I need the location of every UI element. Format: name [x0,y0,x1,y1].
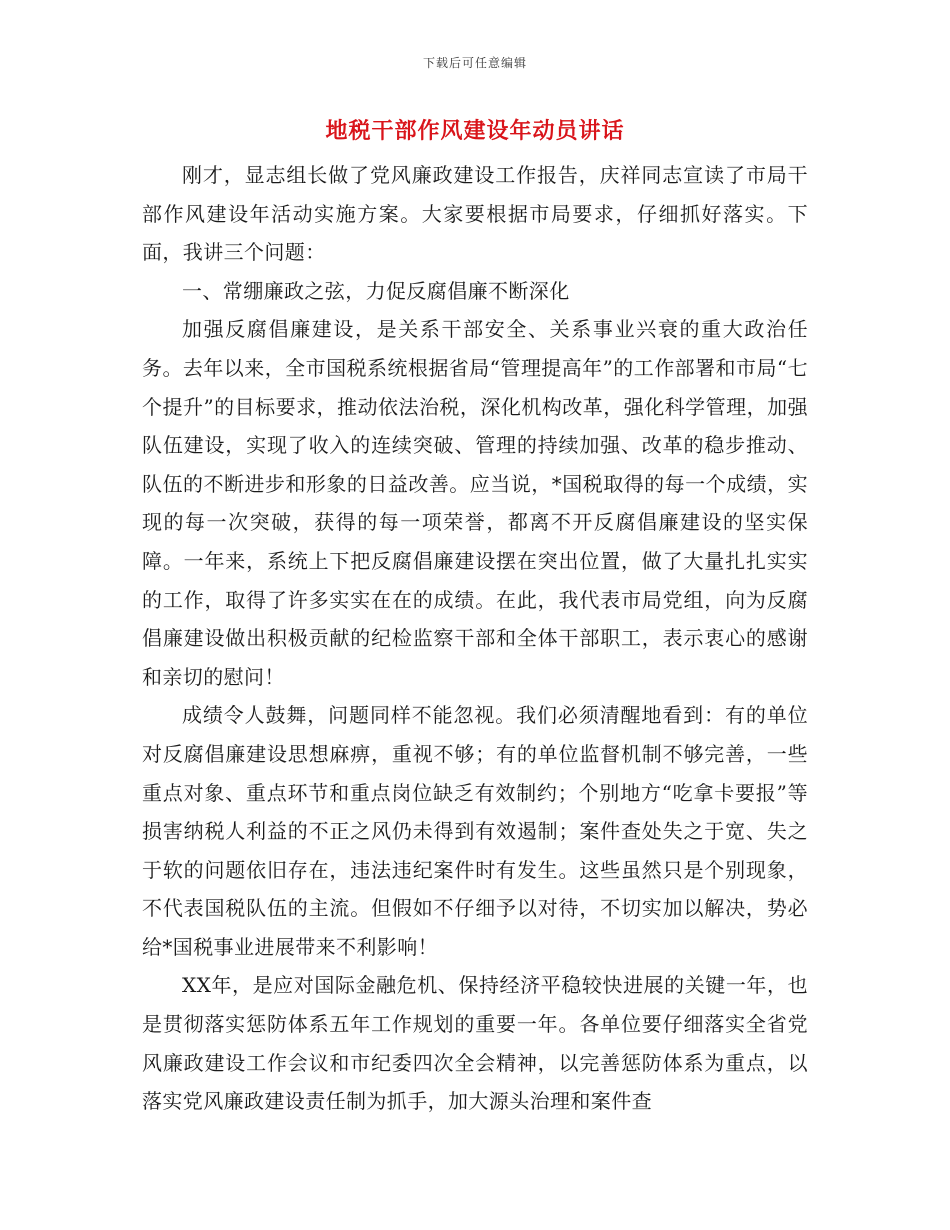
paragraph-intro: 刚才，显志组长做了党风廉政建设工作报告，庆祥同志宣读了市局干部作风建设年活动实施方案。大家要根据市局要求，仔细抓好落实。下面，我讲三个问题： [142,163,808,265]
paragraph-year-plan: XX年，是应对国际金融危机、保持经济平稳较快进展的关键一年，也是贯彻落实惩防体系五年工作规划的重要一年。各单位要仔细落实全省党风廉政建设工作会议和市纪委四次全会精神，以完善惩防体系为重点，以落实党风廉政建设责任制为抓手，加大源头治理和案件查 [142,973,808,1114]
document-title: 地税干部作风建设年动员讲话 [325,119,625,144]
header-note: 下载后可任意编辑 [422,56,527,70]
paragraph-achievements: 加强反腐倡廉建设，是关系干部安全、关系事业兴衰的重大政治任务。去年以来，全市国税系统根据省局“管理提高年”的工作部署和市局“七个提升”的目标要求，推动依法治税，深化机构改革，强化科学管理，加强队伍建设，实现了收入的连续突破、管理的持续加强、改革的稳步推动、队伍的不断进步和形象的日益改善。应当说，*国税取得的每一个成绩，实现的每一次突破，获得的每一项荣誉，都离不开反腐倡廉建设的坚实保障。一年来，系统上下把反腐倡廉建设摆在突出位置，做了大量扎扎实实的工作，取得了许多实实在在的成绩。在此，我代表市局党组，向为反腐倡廉建设做出积极贡献的纪检监察干部和全体干部职工，表示衷心的感谢和亲切的慰问！ [142,317,808,689]
paragraph-problems: 成绩令人鼓舞，问题同样不能忽视。我们必须清醒地看到：有的单位对反腐倡廉建设思想麻痹，重视不够；有的单位监督机制不够完善，一些重点对象、重点环节和重点岗位缺乏有效制约；个别地方“吃拿卡要报”等损害纳税人利益的不正之风仍未得到有效遏制；案件查处失之于宽、失之于软的问题依旧存在，违法违纪案件时有发生。这些虽然只是个别现象，不代表国税队伍的主流。但假如不仔细予以对待，不切实加以解决，势必给*国税事业进展带来不利影响！ [142,703,808,959]
section-heading-1: 一、常绷廉政之弦，力促反腐倡廉不断深化 [182,278,570,303]
document-body [142,156,808,1121]
